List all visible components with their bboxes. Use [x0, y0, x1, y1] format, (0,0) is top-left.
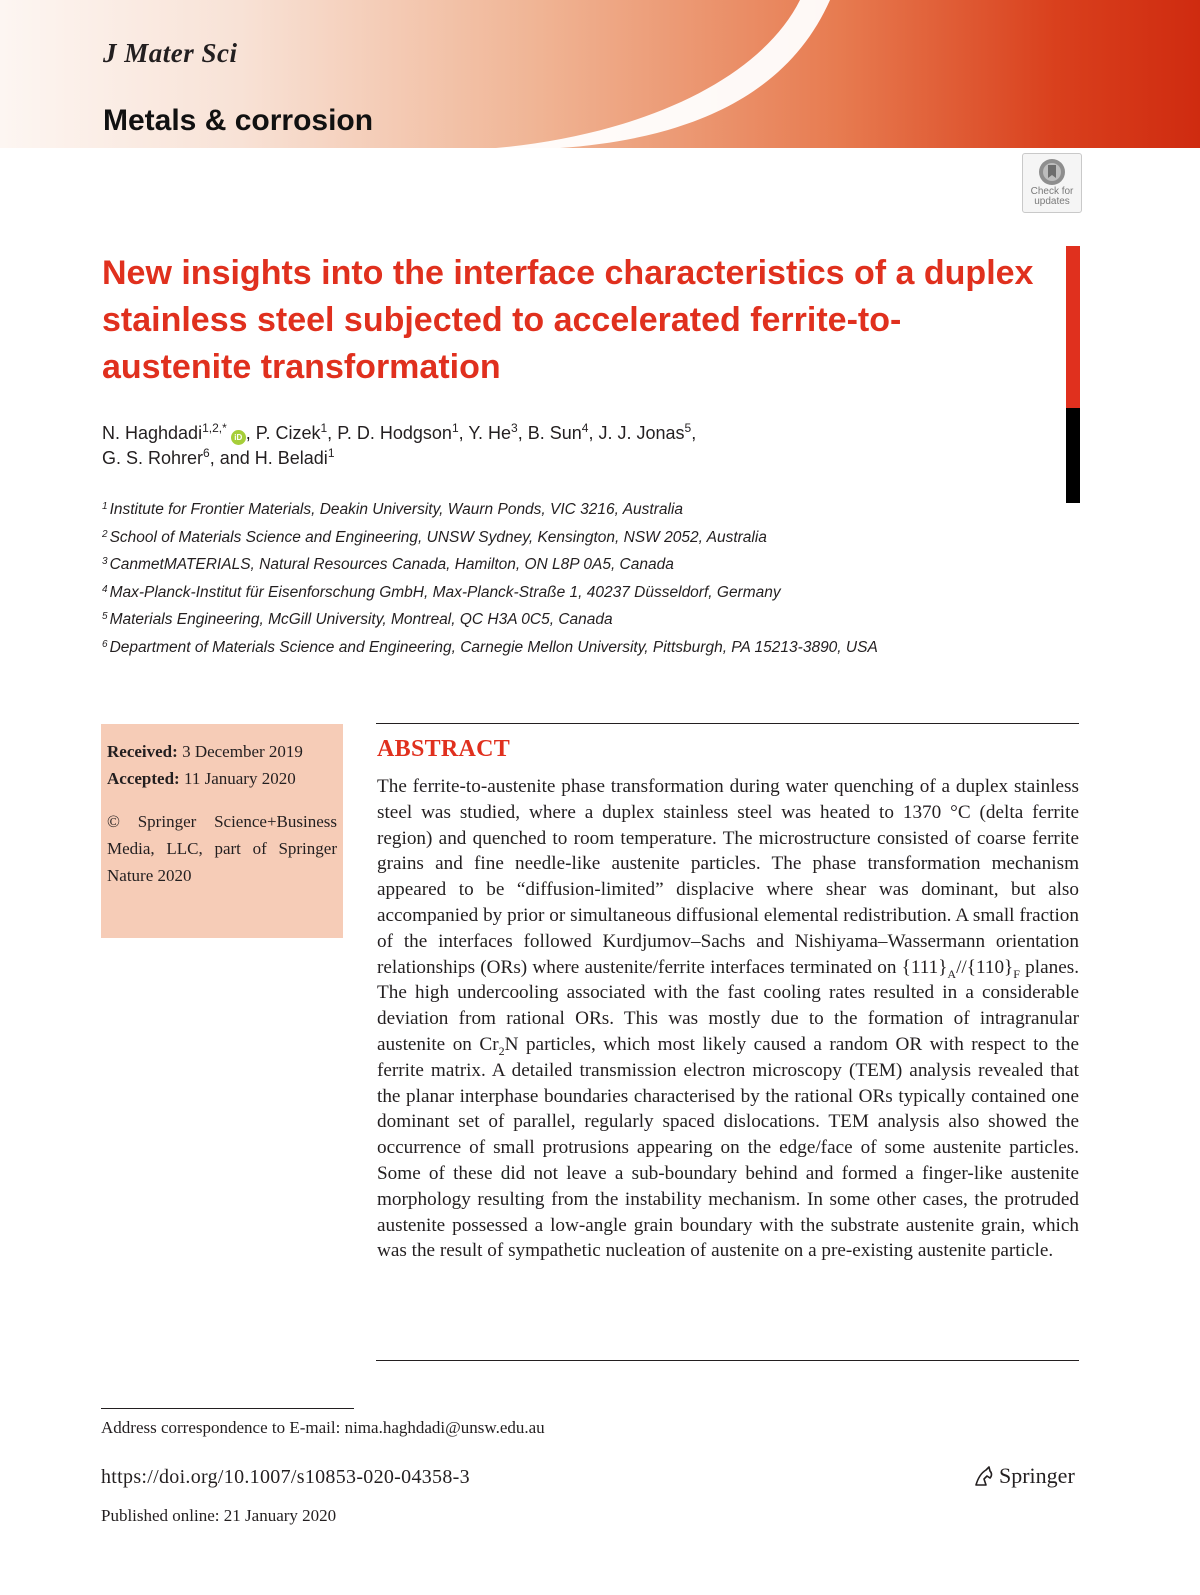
affiliation-text: School of Materials Science and Engineering, UNSW Sydney, Kensington, NSW 2052, Australia	[109, 528, 767, 546]
copyright-notice: © Springer Science+Business Media, LLC, part of Springer Nature 2020	[107, 812, 337, 885]
affiliation-number: 4	[102, 583, 108, 595]
author-affiliation-marker: 4	[581, 421, 589, 435]
bookmark-refresh-icon	[1038, 158, 1066, 186]
author-affiliation-marker: 1,2,*	[202, 421, 227, 435]
accepted-date: 11 January 2020	[183, 769, 296, 788]
abstract-part-4: N particles, which most likely caused a random OR with respect to the ferrite matrix. A detailed transmission electron microscopy (TEM) analysis revealed that the planar interphase boundaries characterised by the rational ORs typically contained one dominant set of parallel, regularly spaced dislocations. TEM analysis also showed the occurrence of small protrusions appearing on the edge/face of some austenite particles. Some of these did not leave a sub-boundary behind and formed a finger-like austenite morphology resulting from the instability mechanism. In some other cases, the protruded austenite possessed a low-angle grain boundary with the substrate austenite grain, which was the result of sympathetic nucleation of austenite on a pre-existing austenite particle.	[377, 1033, 1079, 1262]
abstract-rule-top	[376, 723, 1079, 724]
author-entry: G. S. Rohrer$^6$, and	[102, 446, 255, 468]
affiliation-number: 6	[102, 638, 108, 650]
affiliation-item	[102, 523, 1002, 551]
author-affiliation-marker: 1	[451, 421, 459, 435]
affiliations	[102, 495, 1002, 661]
affiliation-number: 2	[102, 528, 108, 540]
accepted-label: Accepted:	[107, 769, 180, 788]
abstract-sub-a: A	[947, 966, 957, 981]
affiliation-number: 3	[102, 556, 108, 568]
author-name: N. Haghdadi	[102, 423, 203, 443]
affiliation-text: Max-Planck-Institut für Eisenforschung GmbH, Max-Planck-Straße 1, 40237 Düsseldorf, Germany	[109, 583, 781, 601]
affiliation-text: Institute for Frontier Materials, Deakin University, Waurn Ponds, VIC 3216, Australia	[109, 501, 684, 518]
article-history-box	[101, 724, 343, 938]
side-bar-red	[1066, 246, 1080, 408]
check-for-updates-button[interactable]	[1022, 153, 1082, 213]
abstract-text	[377, 774, 1079, 1264]
author-name: G. S. Rohrer	[102, 448, 204, 468]
doi-link[interactable]: https://doi.org/10.1007/s10853-020-04358-3	[101, 1466, 470, 1488]
orcid-icon[interactable]: iD	[231, 430, 246, 445]
footnote-rule	[101, 1408, 354, 1409]
author-entry: P. Cizek$^1$,	[255, 421, 338, 443]
affiliation-text: Materials Engineering, McGill University, Montreal, QC H3A 0C5, Canada	[109, 611, 613, 629]
author-name: Y. He	[468, 423, 512, 443]
author-entry: P. D. Hodgson$^1$,	[337, 421, 469, 443]
springer-horse-icon	[972, 1464, 996, 1488]
abstract-part-2: //{110}	[956, 956, 1014, 978]
affiliation-number: 1	[102, 501, 108, 512]
accepted-line	[107, 765, 337, 792]
affiliation-text: CanmetMATERIALS, Natural Resources Canada, Hamilton, ON L8P 0A5, Canada	[109, 556, 674, 574]
author-entry: Y. He$^3$,	[468, 421, 528, 443]
publisher-name: Springer	[999, 1463, 1075, 1488]
abstract-part-1: The ferrite-to-austenite phase transformation during water quenching of a duplex stainless steel was studied, where a duplex stainless steel was heated to 1370 °C (delta ferrite region) and quenched to room temperature. The microstructure consisted of coarse ferrite grains and fine needle-like austenite particles. The phase transformation mechanism appeared to be “diffusion-limited” displacive where shear was dominant, but also accompanied by prior or simultaneous diffusional elemental redistribution. A small fraction of the interfaces followed Kurdjumov–Sachs and Nishiyama–Wassermann orientation relationships (ORs) where austenite/ferrite interfaces terminated on {111}	[377, 776, 1079, 978]
author-entry: J. J. Jonas$^5$,	[598, 421, 697, 443]
author-affiliation-marker: 3	[511, 421, 518, 435]
abstract-rule-bottom	[376, 1360, 1079, 1361]
author-name: P. Cizek	[255, 423, 321, 443]
affiliation-item	[102, 633, 1002, 661]
abstract-part-3: planes. The high undercooling associated with the fast cooling rates resulted in a considerable deviation from rational ORs. This was mostly due to the formation of intragranular austenite on Cr	[377, 956, 1079, 1055]
author-name: B. Sun	[527, 423, 582, 443]
abstract-heading: ABSTRACT	[377, 736, 511, 762]
affiliation-text: Department of Materials Science and Engineering, Carnegie Mellon University, Pittsburgh, PA 15213-3890, USA	[109, 638, 878, 656]
received-label: Received:	[107, 742, 178, 761]
author-affiliation-marker: 1	[320, 421, 328, 435]
check-updates-label: Check for updates	[1030, 186, 1074, 207]
received-date: 3 December 2019	[182, 742, 303, 761]
affiliation-item	[102, 578, 1002, 606]
affiliation-item	[102, 605, 1002, 633]
author-name: P. D. Hodgson	[337, 423, 452, 443]
author-entry: N. Haghdadi$^{1,2,*}$iD ,	[102, 421, 256, 443]
correspondence-email[interactable]: Address correspondence to E-mail: nima.haghdadi@unsw.edu.au	[101, 1418, 545, 1437]
article-title: New insights into the interface characteristics of a duplex stainless steel subjected to accelerated ferrite-to-austenite transformation	[102, 254, 1034, 386]
received-line	[107, 738, 337, 765]
abstract-sub-2: 2	[498, 1043, 505, 1058]
header-band	[0, 0, 1200, 148]
author-affiliation-marker: 5	[684, 421, 692, 435]
author-entry: B. Sun$^4$,	[527, 421, 599, 443]
journal-name: J Mater Sci	[103, 38, 238, 68]
author-affiliation-marker: 1	[327, 446, 335, 460]
affiliation-item	[102, 495, 1002, 523]
author-name: J. J. Jonas	[598, 423, 685, 443]
published-date: Published online: 21 January 2020	[101, 1506, 337, 1525]
side-bar-black	[1066, 408, 1080, 503]
abstract-sub-f: F	[1013, 966, 1020, 981]
author-entry	[255, 448, 335, 468]
author-list	[102, 421, 1032, 471]
publisher-logo	[972, 1463, 1075, 1489]
affiliation-item	[102, 550, 1002, 578]
author-affiliation-marker: 6	[203, 446, 210, 460]
affiliation-number: 5	[102, 611, 108, 623]
section-name: Metals & corrosion	[103, 104, 374, 137]
author-name: H. Beladi	[254, 448, 328, 468]
